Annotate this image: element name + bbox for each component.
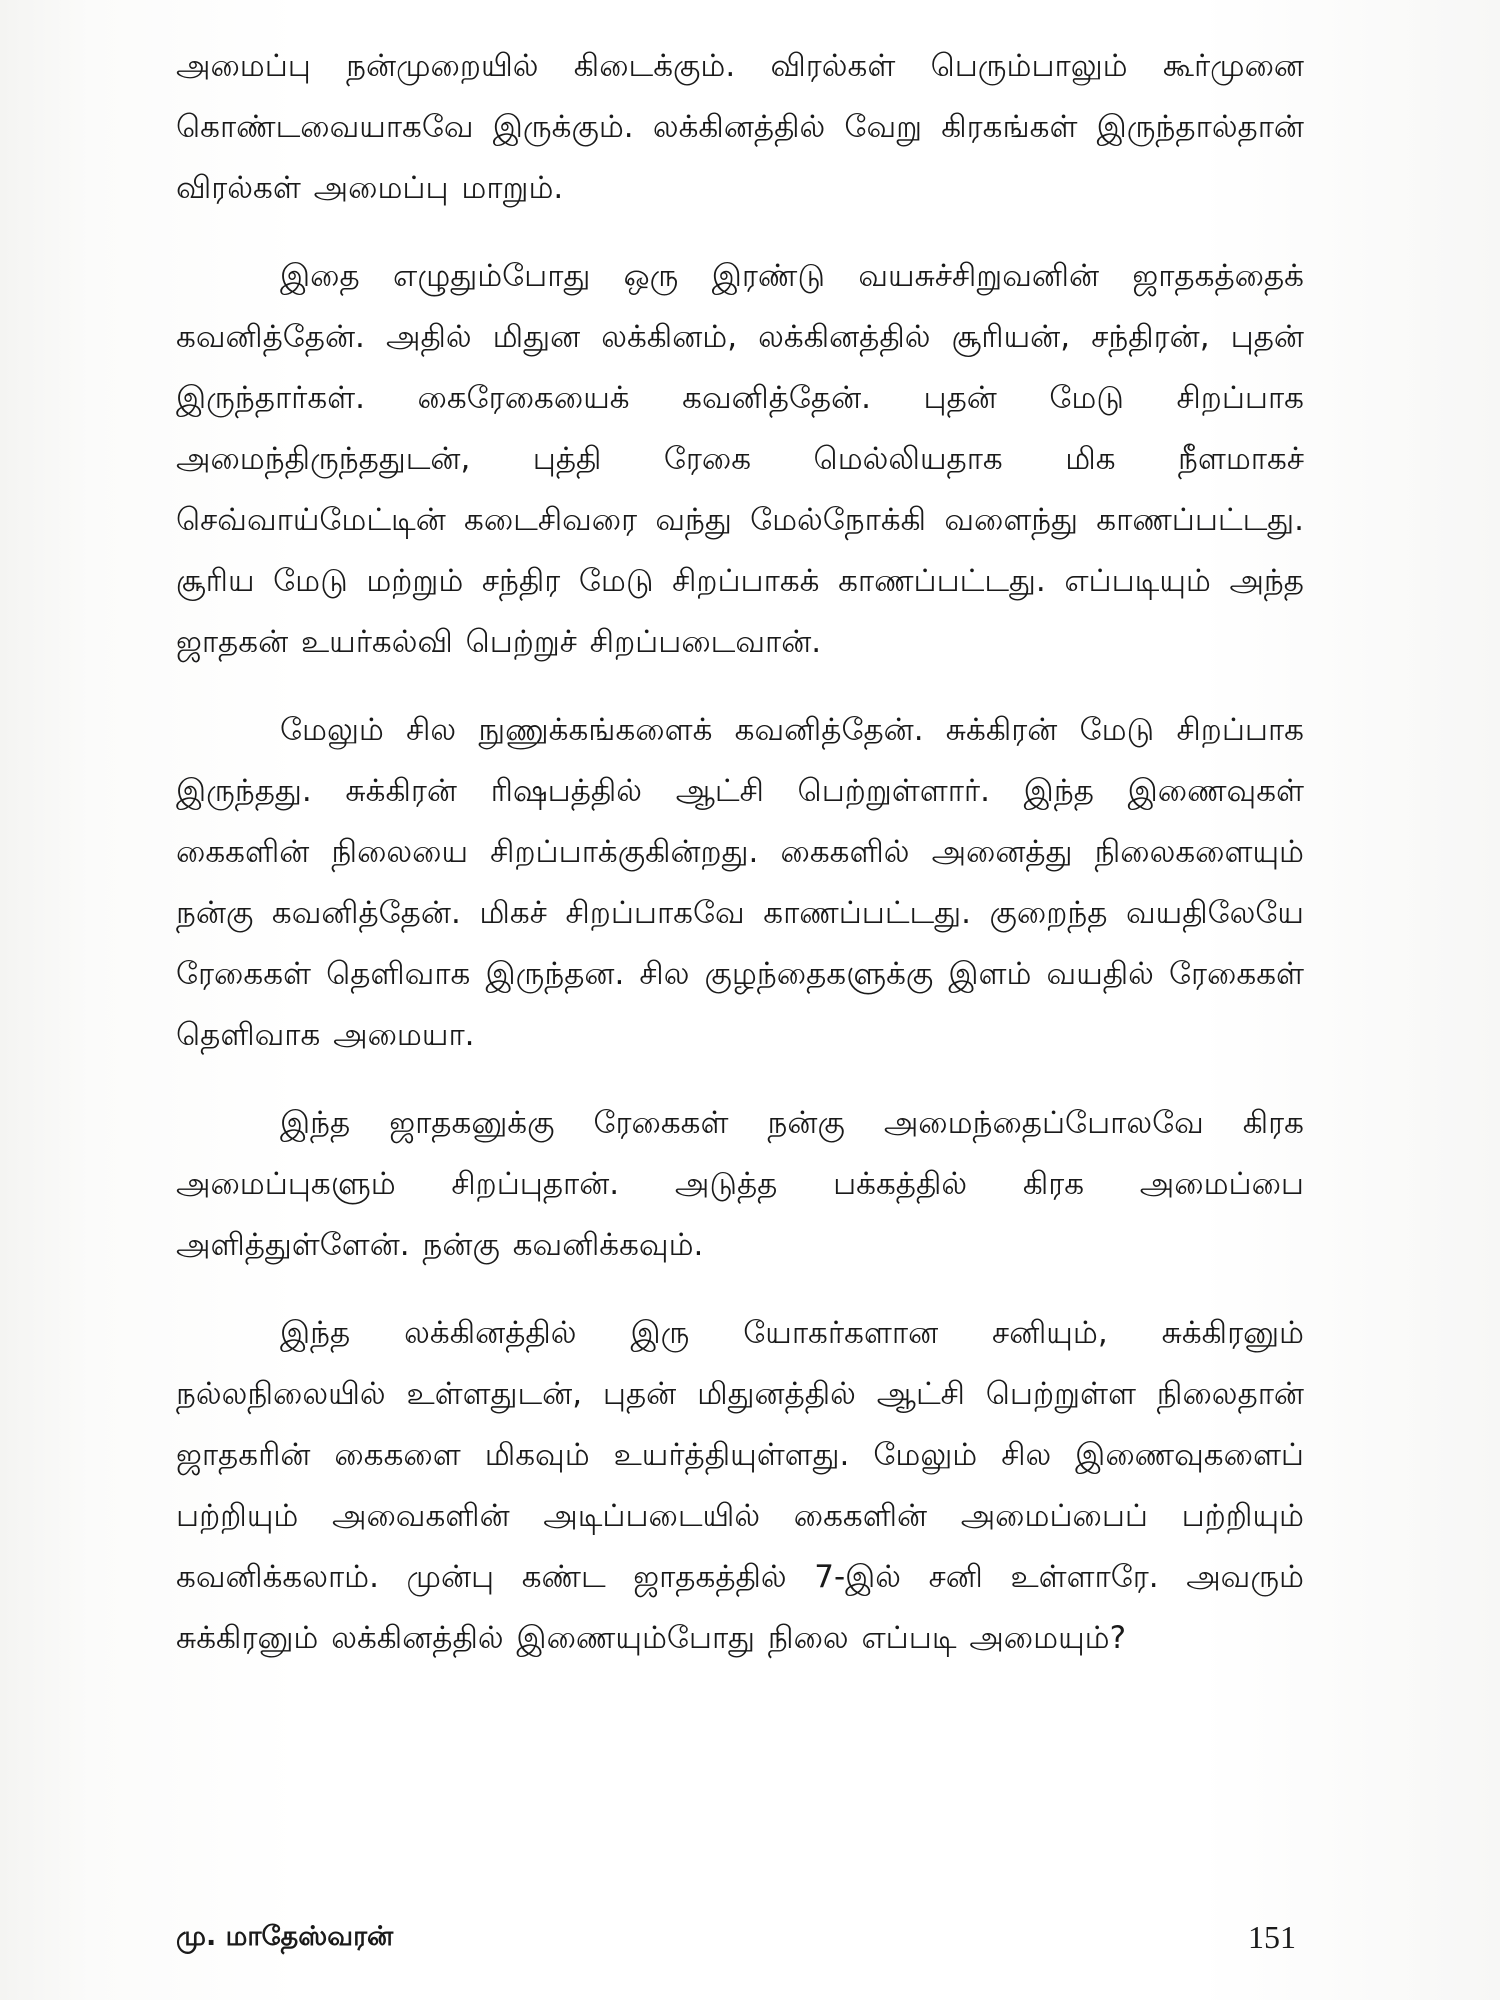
author-name: மு. மாதேஸ்வரன் — [176, 1921, 394, 1952]
paragraph-4: இந்த ஜாதகனுக்கு ரேகைகள் நன்கு அமைந்தைப்போலவே கிரக அமைப்புகளும் சிறப்புதான். அடுத்த பக்கத்தில் கிரக அமைப்பை அளித்துள்ளேன். நன்கு கவனிக்கவும். — [176, 1105, 1304, 1263]
paragraph-2: இதை எழுதும்போது ஒரு இரண்டு வயசுச்சிறுவனின் ஜாதகத்தைக் கவனித்தேன். அதில் மிதுன லக்கினம், லக்கினத்தில் சூரியன், சந்திரன், புதன் இருந்தார்கள். கைரேகையைக் கவனித்தேன். புதன் மேடு சிறப்பாக அமைந்திருந்ததுடன், புத்தி ரேகை மெல்லியதாக மிக நீளமாகச் செவ்வாய்மேட்டின் கடைசிவரை வந்து மேல்நோக்கி வளைந்து காணப்பட்டது. சூரிய மேடு மற்றும் சந்திர மேடு சிறப்பாகக் காணப்பட்டது. எப்படியும் அந்த ஜாதகன் உயர்கல்வி பெற்றுச் சிறப்படைவான். — [176, 258, 1304, 660]
paragraph-5: இந்த லக்கினத்தில் இரு யோகர்களான சனியும், சுக்கிரனும் நல்லநிலையில் உள்ளதுடன், புதன் மிதுனத்தில் ஆட்சி பெற்றுள்ள நிலைதான் ஜாதகரின் கைகளை மிகவும் உயர்த்தியுள்ளது. மேலும் சில இணைவுகளைப் பற்றியும் அவைகளின் அடிப்படையில் கைகளின் அமைப்பைப் பற்றியும் கவனிக்கலாம். முன்பு கண்ட ஜாதகத்தில் 7-இல் சனி உள்ளாரே. அவரும் சுக்கிரனும் லக்கினத்தில் இணையும்போது நிலை எப்படி அமையும்? — [176, 1315, 1304, 1656]
page-number: 151 — [1248, 1919, 1296, 1955]
paragraph-1: அமைப்பு நன்முறையில் கிடைக்கும். விரல்கள் பெரும்பாலும் கூர்முனை கொண்டவையாகவே இருக்கும். லக்கினத்தில் வேறு கிரகங்கள் இருந்தால்தான் விரல்கள் அமைப்பு மாறும். — [176, 48, 1304, 206]
paragraph-3: மேலும் சில நுணுக்கங்களைக் கவனித்தேன். சுக்கிரன் மேடு சிறப்பாக இருந்தது. சுக்கிரன் ரிஷபத்தில் ஆட்சி பெற்றுள்ளார். இந்த இணைவுகள் கைகளின் நிலையை சிறப்பாக்குகின்றது. கைகளில் அனைத்து நிலைகளையும் நன்கு கவனித்தேன். மிகச் சிறப்பாகவே காணப்பட்டது. குறைந்த வயதிலேயே ரேகைகள் தெளிவாக இருந்தன. சில குழந்தைகளுக்கு இளம் வயதில் ரேகைகள் தெளிவாக அமையா. — [176, 712, 1304, 1053]
page-footer — [176, 1921, 1304, 1961]
body-text — [176, 36, 1304, 1669]
